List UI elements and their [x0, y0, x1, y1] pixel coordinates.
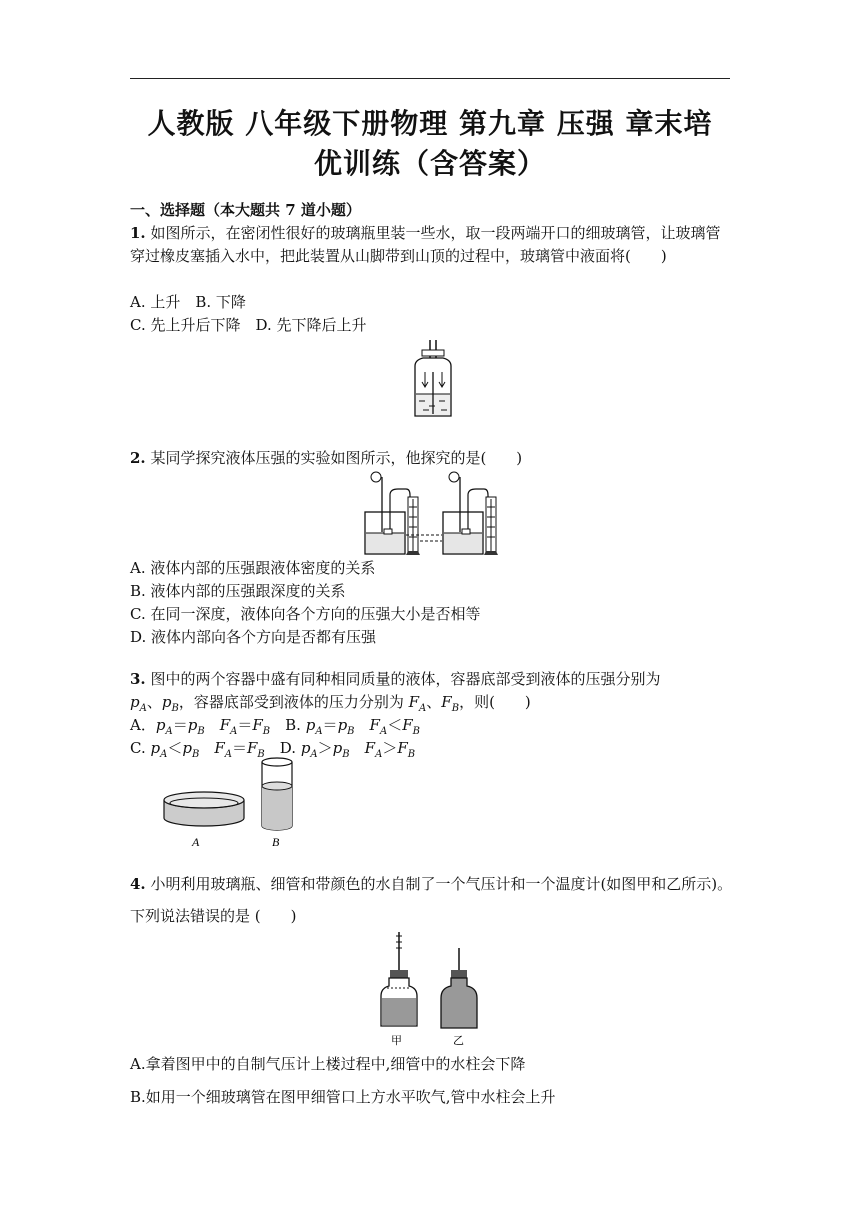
question-text: 小明利用玻璃瓶、细管和带颜色的水自制了一个气压计和一个温度计(如图甲和乙所示)。下列说法错误的是 ( ) — [130, 875, 733, 925]
q4-option-a: A.拿着图甲中的自制气压计上楼过程中,细管中的水柱会下降 — [130, 1055, 526, 1073]
q2-option-b: B. 液体内部的压强跟深度的关系 — [130, 582, 346, 600]
question-formula-line: $p_A$、$p_B$，容器底部受到液体的压力分别为 $F_A$、$F_B$，则( ) — [130, 693, 531, 714]
q2-option-a: A. 液体内部的压强跟液体密度的关系 — [130, 559, 376, 577]
question-1 — [130, 222, 735, 268]
label-jia: 甲 — [391, 1034, 402, 1047]
title-line-2: 优训练（含答案） — [313, 147, 546, 180]
question-number: 4. — [130, 875, 146, 893]
title-line-1: 人教版 八年级下册物理 第九章 压强 章末培 — [147, 107, 713, 140]
left-apparatus — [365, 472, 420, 555]
question-number: 2. — [130, 449, 146, 467]
label-b: B — [272, 835, 280, 849]
question-text: 如图所示，在密闭性很好的玻璃瓶里装一些水，取一段两端开口的细玻璃管，让玻璃管穿过橡皮塞插入水中，把此装置从山脚带到山顶的过程中，玻璃管中液面将( ) — [130, 224, 721, 265]
q3-options-cd: C. $p_A<p_B$ $F_A=F_B$ D. $p_A>p_B$ $F_A>F_B$ — [130, 739, 416, 760]
question-number: 3. — [130, 670, 146, 688]
bottle-jia — [381, 932, 417, 1026]
header-rule — [130, 78, 730, 79]
page-title — [120, 104, 740, 184]
q3-options-ab: A．$p_A=p_B$ $F_A=F_B$ B. $p_A=p_B$ $F_A<F_B$ — [130, 716, 420, 737]
q2-option-d: D. 液体内部向各个方向是否都有压强 — [130, 628, 377, 646]
q1-bottle-figure — [405, 336, 465, 422]
q4-option-b: B.如用一个细玻璃管在图甲细管口上方水平吹气,管中水柱会上升 — [130, 1088, 556, 1106]
container-a — [164, 792, 244, 826]
question-3 — [130, 668, 735, 720]
question-number: 1. — [130, 224, 146, 242]
q4-bottles-figure — [375, 930, 495, 1048]
question-text: 图中的两个容器中盛有同种相同质量的液体，容器底部受到液体的压强分别为 — [150, 670, 661, 688]
container-b — [262, 758, 292, 830]
section-heading: 一、选择题（本大题共 7 道小题） — [130, 201, 361, 219]
label-yi: 乙 — [453, 1034, 464, 1047]
q1-options-ab: A. 上升 B. 下降 — [130, 293, 246, 311]
question-text: 某同学探究液体压强的实验如图所示，他探究的是( ) — [150, 449, 523, 467]
q2-liquid-pressure-figure — [360, 467, 520, 561]
q3-containers-figure — [158, 754, 308, 852]
question-4 — [130, 868, 735, 932]
q2-option-c: C. 在同一深度，液体向各个方向的压强大小是否相等 — [130, 605, 481, 623]
q1-options-cd: C. 先上升后下降 D. 先下降后上升 — [130, 316, 367, 334]
bottle-yi — [441, 948, 477, 1028]
right-apparatus — [443, 472, 498, 555]
label-a: A — [192, 835, 200, 849]
